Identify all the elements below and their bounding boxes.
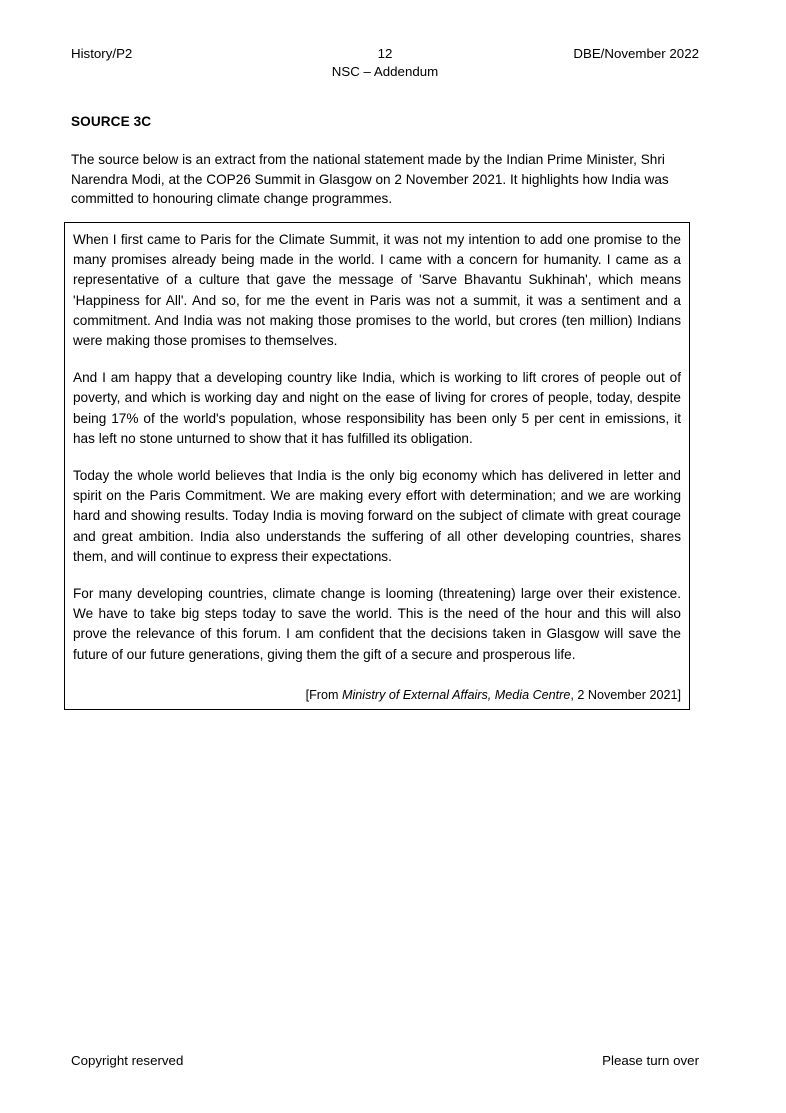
header-exam-session: DBE/November 2022 [573, 46, 699, 61]
header-subject: History/P2 [71, 46, 133, 61]
source-heading: SOURCE 3C [71, 114, 152, 129]
source-attribution [73, 687, 681, 703]
header-doc-line: NSC – Addendum [331, 64, 439, 79]
source-paragraph: When I first came to Paris for the Climate Summit, it was not my intention to add one promise to the many promises already being made in the world. I came with a concern for humanity. I came as a representative of a culture that gave the message of 'Sarve Bhavantu Sukhinah', which means 'Happiness for All'. And so, for me the event in Paris was not a summit, it was a sentiment and a commitment. And India was not making those promises to the world, but crores (ten million) Indians were making those promises to themselves. [73, 232, 681, 349]
source-paragraph: And I am happy that a developing country like India, which is working to lift crores of people out of poverty, and which is working day and night on the ease of living for crores of people, today, despite being 17% of the world's population, whose responsibility has been only 5 per cent in emissions, it has left no stone unturned to show that it has fulfilled its obligation. [73, 370, 681, 446]
source-intro-text: The source below is an extract from the national statement made by the Indian Prime Minister, Shri Narendra Modi, at the COP26 Summit in Glasgow on 2 November 2021. It highlights how India was committed to honouring climate change programmes. [71, 152, 669, 206]
attribution-prefix: [From [305, 687, 342, 702]
page-header [71, 45, 699, 85]
source-paragraph: For many developing countries, climate change is looming (threatening) large over their existence. We have to take big steps today to save the world. This is the need of the hour and this will also prove the relevance of this forum. I am confident that the decisions taken in Glasgow will save the future of our future generations, giving them the gift of a secure and prosperous life. [73, 586, 681, 662]
source-paragraph: Today the whole world believes that India is the only big economy which has delivered in letter and spirit on the Paris Commitment. We are making every effort with determination; and we are working hard and showing results. Today India is moving forward on the subject of climate with great courage and great ambition. India also understands the suffering of all other developing countries, shares them, and will continue to express their expectations. [73, 468, 681, 564]
footer-turn-over: Please turn over [602, 1053, 699, 1068]
attribution-suffix: , 2 November 2021] [570, 687, 681, 702]
header-page-number: 12 [377, 46, 393, 61]
footer-copyright: Copyright reserved [71, 1053, 184, 1068]
source-extract-box [64, 222, 690, 710]
attribution-title: Ministry of External Affairs, Media Centre [341, 687, 571, 702]
page-footer [71, 1052, 699, 1070]
